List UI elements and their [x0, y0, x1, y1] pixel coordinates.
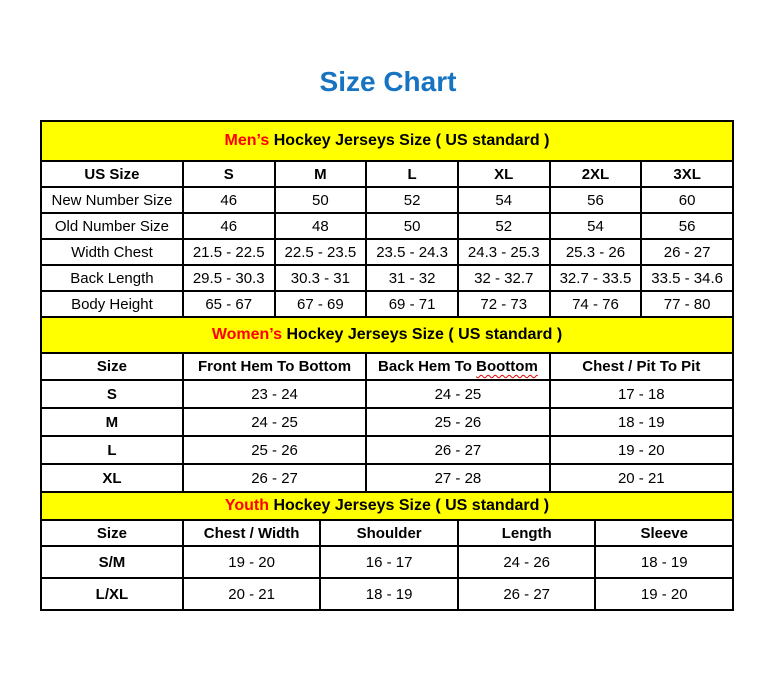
table-cell: 19 - 20 — [550, 436, 733, 464]
row-label: New Number Size — [41, 187, 183, 213]
row-label: Body Height — [41, 291, 183, 317]
table-cell: 18 - 19 — [550, 408, 733, 436]
column-header: 3XL — [641, 161, 733, 187]
table-cell: 21.5 - 22.5 — [183, 239, 275, 265]
womens-table-title — [41, 317, 733, 353]
table-row — [41, 291, 733, 317]
table-cell: 23 - 24 — [183, 380, 366, 408]
table-cell: 31 - 32 — [366, 265, 458, 291]
youth-title-highlight: Youth — [224, 497, 269, 514]
row-label: Back Length — [41, 265, 183, 291]
womens-title-highlight: Women’s — [211, 326, 283, 343]
youth-table-banner — [41, 492, 733, 520]
table-cell: 20 - 21 — [183, 578, 321, 610]
column-header-text: Back Hem To — [378, 358, 477, 375]
womens-header-row — [41, 353, 733, 380]
table-cell: 20 - 21 — [550, 464, 733, 492]
column-header: Chest / Width — [183, 520, 321, 546]
womens-size-table — [40, 316, 734, 493]
column-header: M — [275, 161, 367, 187]
table-cell: 16 - 17 — [320, 546, 458, 578]
table-cell: 26 - 27 — [458, 578, 596, 610]
table-cell: 72 - 73 — [458, 291, 550, 317]
table-cell: 46 — [183, 213, 275, 239]
table-cell: 74 - 76 — [550, 291, 642, 317]
table-cell: 54 — [458, 187, 550, 213]
table-cell: 19 - 20 — [595, 578, 733, 610]
table-row — [41, 380, 733, 408]
womens-title-text: Hockey Jerseys Size ( US standard ) — [286, 326, 563, 343]
table-cell: 26 - 27 — [641, 239, 733, 265]
table-cell: 23.5 - 24.3 — [366, 239, 458, 265]
table-cell: 24 - 25 — [366, 380, 549, 408]
page-title: Size Chart — [319, 66, 457, 97]
table-cell: 54 — [550, 213, 642, 239]
row-label: Old Number Size — [41, 213, 183, 239]
table-cell: 32 - 32.7 — [458, 265, 550, 291]
table-cell: 56 — [550, 187, 642, 213]
mens-header-row — [41, 161, 733, 187]
column-header: L — [366, 161, 458, 187]
column-header: Front Hem To Bottom — [183, 353, 366, 380]
table-row — [41, 213, 733, 239]
size-tables-container — [40, 120, 734, 611]
table-cell: 52 — [366, 187, 458, 213]
column-header: Size — [41, 353, 183, 380]
table-cell: 24 - 25 — [183, 408, 366, 436]
table-row — [41, 436, 733, 464]
column-header: Chest / Pit To Pit — [550, 353, 733, 380]
table-row — [41, 265, 733, 291]
column-header: XL — [458, 161, 550, 187]
womens-table-banner — [41, 317, 733, 353]
table-cell: 67 - 69 — [275, 291, 367, 317]
table-cell: 22.5 - 23.5 — [275, 239, 367, 265]
table-cell: 32.7 - 33.5 — [550, 265, 642, 291]
column-header: 2XL — [550, 161, 642, 187]
column-header: Length — [458, 520, 596, 546]
table-cell: 56 — [641, 213, 733, 239]
table-cell: 26 - 27 — [366, 436, 549, 464]
table-cell: 24 - 26 — [458, 546, 596, 578]
table-cell: 48 — [275, 213, 367, 239]
youth-size-table — [40, 491, 734, 611]
row-label: M — [41, 408, 183, 436]
column-header-misspelled — [366, 353, 549, 380]
table-cell: 60 — [641, 187, 733, 213]
table-cell: 65 - 67 — [183, 291, 275, 317]
row-label: L/XL — [41, 578, 183, 610]
column-header: Sleeve — [595, 520, 733, 546]
table-cell: 18 - 19 — [320, 578, 458, 610]
column-header: Shoulder — [320, 520, 458, 546]
table-cell: 19 - 20 — [183, 546, 321, 578]
table-cell: 33.5 - 34.6 — [641, 265, 733, 291]
table-cell: 25.3 - 26 — [550, 239, 642, 265]
column-header: Size — [41, 520, 183, 546]
table-cell: 26 - 27 — [183, 464, 366, 492]
mens-size-table — [40, 120, 734, 318]
mens-table-banner — [41, 121, 733, 161]
mens-table-title — [41, 121, 733, 161]
row-label: S/M — [41, 546, 183, 578]
table-cell: 18 - 19 — [595, 546, 733, 578]
table-cell: 30.3 - 31 — [275, 265, 367, 291]
table-cell: 50 — [275, 187, 367, 213]
table-cell: 24.3 - 25.3 — [458, 239, 550, 265]
table-row — [41, 546, 733, 578]
table-cell: 25 - 26 — [366, 408, 549, 436]
youth-header-row — [41, 520, 733, 546]
misspelled-word: Boottom — [476, 358, 538, 375]
row-label: XL — [41, 464, 183, 492]
table-row — [41, 464, 733, 492]
table-row — [41, 408, 733, 436]
table-row — [41, 578, 733, 610]
mens-title-text: Hockey Jerseys Size ( US standard ) — [273, 132, 550, 149]
column-header: S — [183, 161, 275, 187]
row-label: Width Chest — [41, 239, 183, 265]
youth-title-text: Hockey Jerseys Size ( US standard ) — [273, 497, 550, 514]
row-label: S — [41, 380, 183, 408]
table-cell: 27 - 28 — [366, 464, 549, 492]
row-label: L — [41, 436, 183, 464]
table-cell: 69 - 71 — [366, 291, 458, 317]
table-cell: 46 — [183, 187, 275, 213]
table-cell: 17 - 18 — [550, 380, 733, 408]
table-cell: 52 — [458, 213, 550, 239]
mens-title-highlight: Men’s — [224, 132, 270, 149]
column-header: US Size — [41, 161, 183, 187]
table-cell: 25 - 26 — [183, 436, 366, 464]
youth-table-title — [41, 492, 733, 520]
table-cell: 29.5 - 30.3 — [183, 265, 275, 291]
table-cell: 50 — [366, 213, 458, 239]
table-row — [41, 187, 733, 213]
table-cell: 77 - 80 — [641, 291, 733, 317]
table-row — [41, 239, 733, 265]
